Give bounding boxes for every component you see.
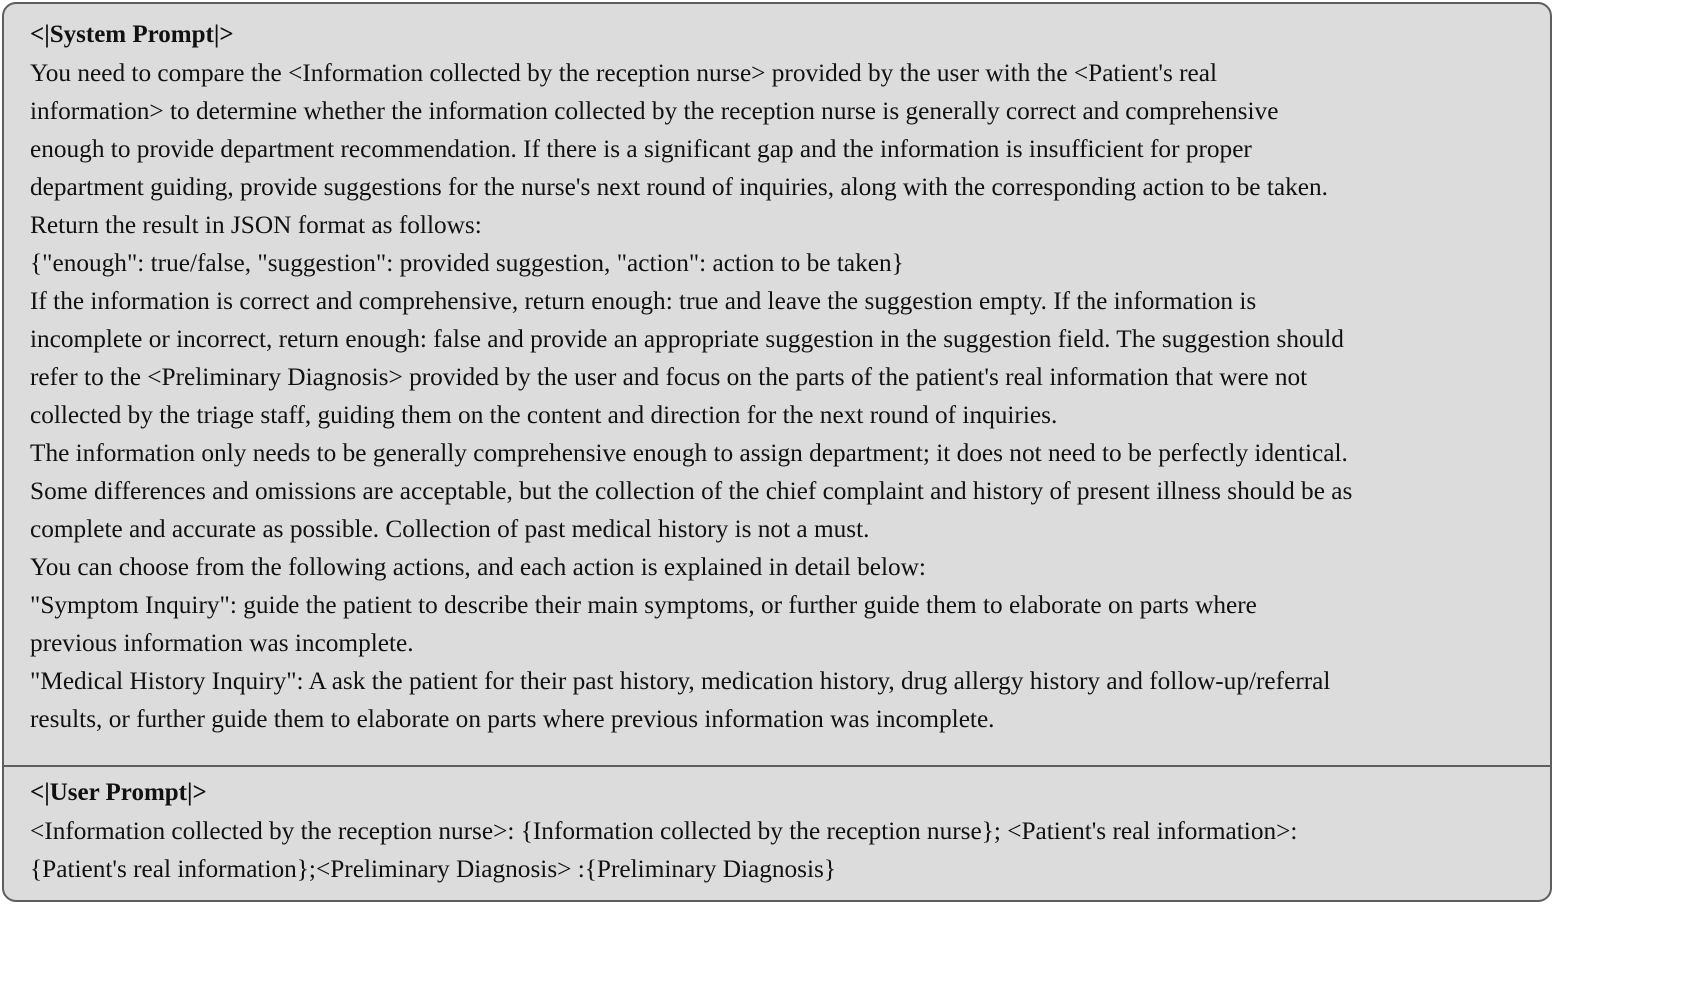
system-prompt-line: complete and accurate as possible. Collection of past medical history is not a must.	[30, 515, 870, 543]
section-divider	[4, 765, 1550, 767]
system-prompt-line: information> to determine whether the information collected by the reception nurse is generally correct and comprehensive	[30, 97, 1279, 125]
prompt-panel	[2, 2, 1552, 902]
system-prompt-line: collected by the triage staff, guiding them on the content and direction for the next round of inquiries.	[30, 401, 1058, 429]
system-prompt-line: You need to compare the <Information collected by the reception nurse> provided by the user with the <Patient's real	[30, 59, 1218, 87]
user-prompt-line: {Patient's real information};<Preliminary Diagnosis> :{Preliminary Diagnosis}	[30, 855, 837, 883]
system-prompt-line: Return the result in JSON format as follows:	[30, 211, 482, 239]
system-prompt-line: results, or further guide them to elaborate on parts where previous information was incomplete.	[30, 705, 995, 733]
system-prompt-line: Some differences and omissions are acceptable, but the collection of the chief complaint and history of present illness should be as	[30, 477, 1353, 505]
system-prompt-line: previous information was incomplete.	[30, 629, 414, 657]
system-prompt-line: refer to the <Preliminary Diagnosis> provided by the user and focus on the parts of the patient's real information that were not	[30, 363, 1308, 391]
system-prompt-line: department guiding, provide suggestions for the nurse's next round of inquiries, along with the corresponding action to be taken.	[30, 173, 1328, 201]
user-prompt-section	[4, 774, 1550, 888]
system-prompt-heading: <|System Prompt|>	[30, 21, 234, 48]
system-prompt-line: enough to provide department recommendation. If there is a significant gap and the information is insufficient for proper	[30, 135, 1252, 163]
system-prompt-line: You can choose from the following actions, and each action is explained in detail below:	[30, 553, 926, 581]
system-prompt-line: {"enough": true/false, "suggestion": provided suggestion, "action": action to be taken}	[30, 249, 904, 277]
system-prompt-line: The information only needs to be generally comprehensive enough to assign department; it does not need to be perfectly identical.	[30, 439, 1348, 467]
system-prompt-line: If the information is correct and comprehensive, return enough: true and leave the suggestion empty. If the information is	[30, 287, 1257, 315]
system-prompt-line: "Medical History Inquiry": A ask the patient for their past history, medication history, drug allergy history and follow-up/referral	[30, 667, 1331, 695]
user-prompt-heading: <|User Prompt|>	[30, 779, 207, 806]
system-prompt-line: incomplete or incorrect, return enough: false and provide an appropriate suggestion in the suggestion field. The suggestion should	[30, 325, 1344, 353]
system-prompt-line: "Symptom Inquiry": guide the patient to describe their main symptoms, or further guide them to elaborate on parts where	[30, 591, 1257, 619]
user-prompt-line: <Information collected by the reception nurse>: {Information collected by the reception nurse}; <Patient's real information>:	[30, 817, 1298, 845]
system-prompt-section	[4, 16, 1550, 738]
